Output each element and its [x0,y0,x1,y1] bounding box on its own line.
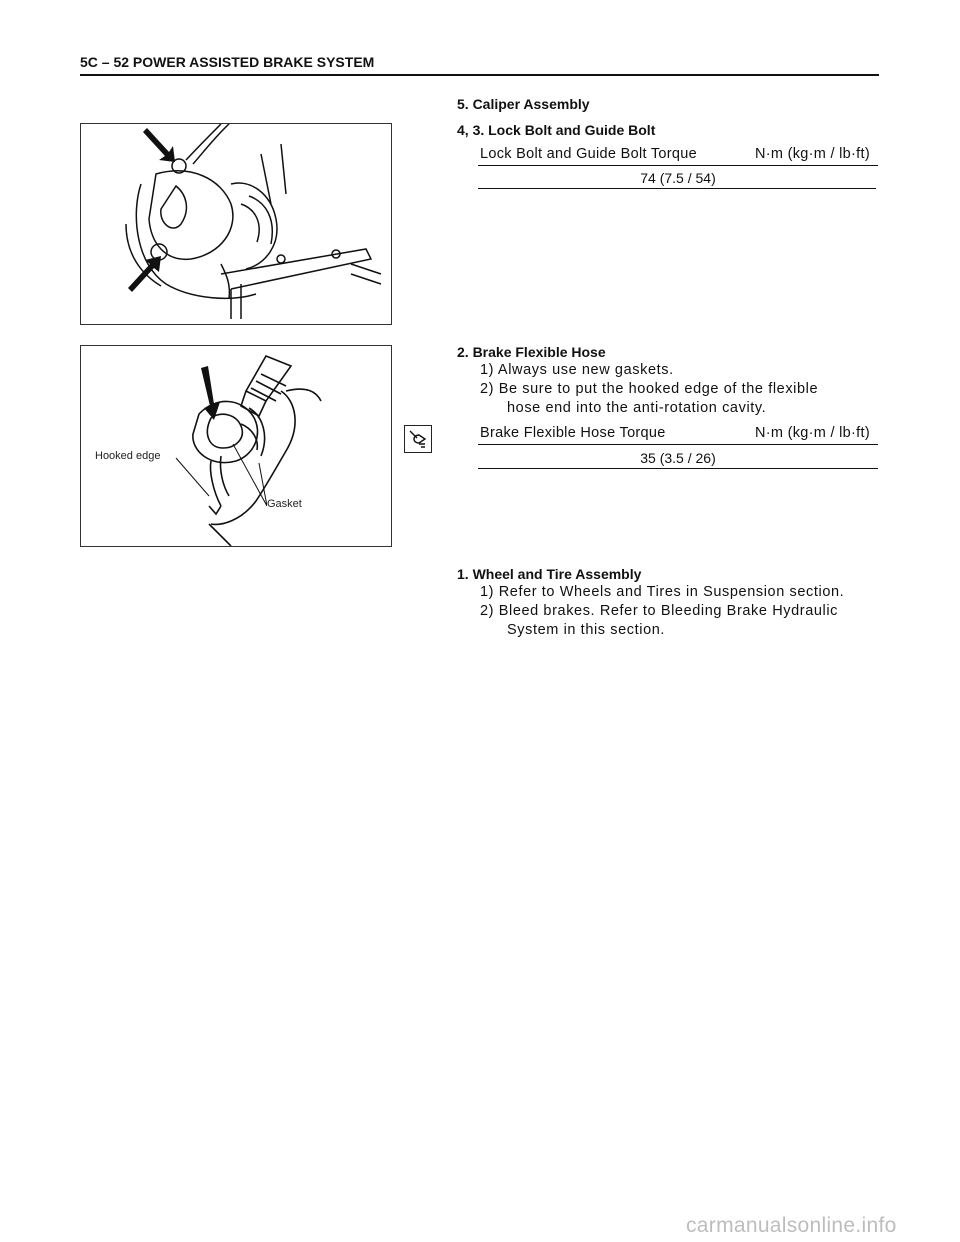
hose-torque-label: Brake Flexible Hose Torque [480,425,666,441]
hooked-edge-label: Hooked edge [95,450,161,462]
lock-bolt-torque-unit: N·m (kg·m / lb·ft) [755,146,870,162]
step-lock-guide-bolt: 4, 3. Lock Bolt and Guide Bolt [457,122,656,138]
header-rule [80,74,879,76]
torque-rule [478,188,876,189]
hose-item-1: 1) Always use new gaskets. [480,362,674,378]
torque-rule [478,165,878,166]
hose-item-2-cont: hose end into the anti-rotation cavity. [507,400,767,416]
wheel-item-2: 2) Bleed brakes. Refer to Bleeding Brake Hydraulic [480,603,839,619]
caliper-illustration [81,124,391,324]
gasket-label: Gasket [267,498,302,510]
torque-wrench-icon [404,425,432,453]
step-brake-flexible-hose: 2. Brake Flexible Hose [457,344,606,360]
torque-rule [478,444,878,445]
hose-torque-unit: N·m (kg·m / lb·ft) [755,425,870,441]
page-header: 5C – 52 POWER ASSISTED BRAKE SYSTEM [80,54,375,70]
watermark: carmanualsonline.info [686,1214,897,1237]
hose-item-2: 2) Be sure to put the hooked edge of the flexible [480,381,819,397]
hose-illustration [81,346,391,546]
lock-bolt-torque-value: 74 (7.5 / 54) [640,170,716,186]
caliper-figure [80,123,392,325]
step-caliper-assembly: 5. Caliper Assembly [457,96,590,112]
hose-figure [80,345,392,547]
step-wheel-tire-assembly: 1. Wheel and Tire Assembly [457,566,642,582]
torque-rule [478,468,878,469]
wheel-item-2-cont: System in this section. [507,622,666,638]
hose-torque-value: 35 (3.5 / 26) [640,450,716,466]
wheel-item-1: 1) Refer to Wheels and Tires in Suspension section. [480,584,845,600]
lock-bolt-torque-label: Lock Bolt and Guide Bolt Torque [480,146,698,162]
